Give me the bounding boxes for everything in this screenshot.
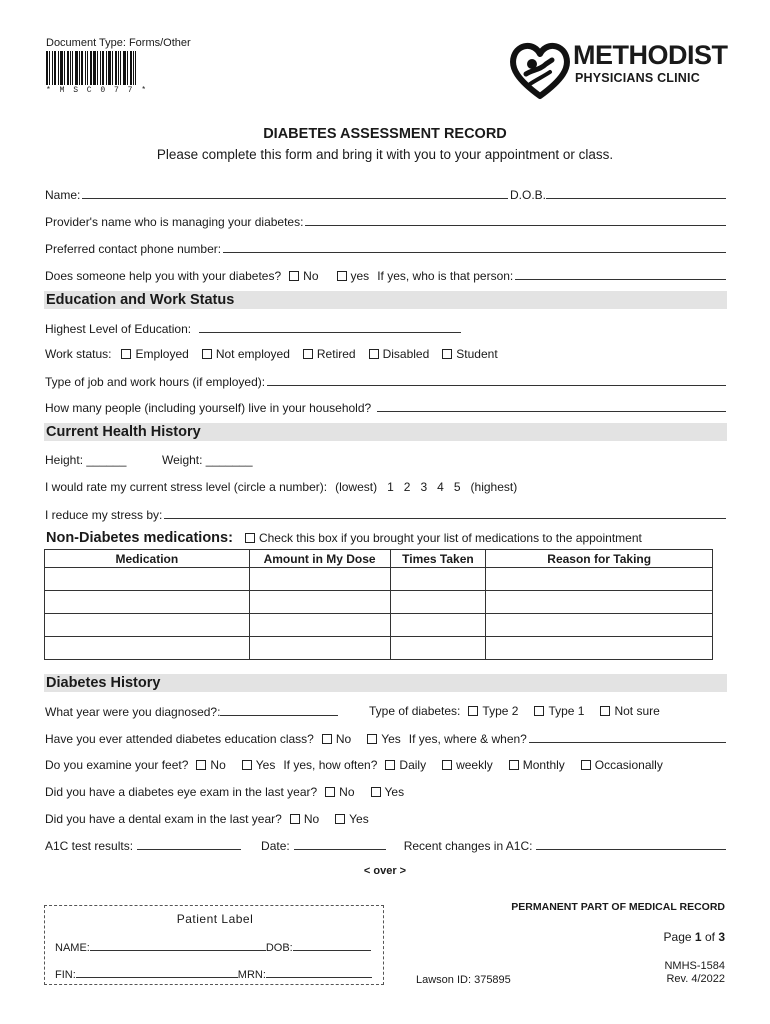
job-label: Type of job and work hours (if employed): [45,375,266,389]
type-option-not-sure[interactable] [600,704,659,718]
education-level-row [45,321,461,336]
household-row [45,400,726,415]
checkbox[interactable] [196,760,206,770]
logo-sub: PHYSICIANS CLINIC [575,71,700,85]
checkbox[interactable] [322,734,332,744]
table-cell[interactable] [249,614,390,637]
education-where-label: If yes, where & when? [408,732,527,746]
stress-option-3[interactable]: 3 [420,480,428,494]
option-label: Type 2 [482,704,519,718]
checkbox[interactable] [245,533,255,543]
form-subtitle: Please complete this form and bring it with you to your appointment or class. [156,147,614,162]
form-revision: Rev. 4/2022 [666,973,725,985]
permanent-record-note: PERMANENT PART OF MEDICAL RECORD [511,901,725,913]
option-label: Not employed [215,347,290,361]
eye-exam-yes[interactable] [371,785,405,799]
weight-label[interactable]: Weight: _______ [162,453,253,467]
table-cell[interactable] [45,591,250,614]
section-education: Education and Work Status [44,291,727,309]
checkbox[interactable] [385,760,395,770]
type-row [369,704,660,718]
option-label: Retired [316,347,356,361]
checkbox[interactable] [367,734,377,744]
table-cell[interactable] [45,637,250,660]
checkbox[interactable] [290,814,300,824]
work-option-student[interactable] [442,347,497,361]
medications-check-option[interactable] [245,531,642,545]
table-row [45,614,713,637]
table-cell[interactable] [486,568,713,591]
reduce-stress-label: I reduce my stress by: [45,508,163,522]
help-no-option[interactable] [289,269,318,283]
a1c-date-label: Date: [261,839,290,853]
a1c-input[interactable] [137,838,241,850]
education-class-yes[interactable] [367,732,401,746]
education-where-input[interactable] [529,731,726,743]
reduce-stress-row [45,507,726,522]
table-header-row [45,550,713,568]
section-medications [44,529,642,547]
patient-dob-label: DOB: [265,942,293,954]
work-option-retired[interactable] [303,347,356,361]
help-who-input[interactable] [515,268,726,280]
dental-exam-row [45,812,369,826]
a1c-label: A1C test results: [45,839,134,853]
patient-fin-label: FIN: [55,969,76,981]
help-yes-label: yes [350,269,370,283]
help-no-label: No [303,269,319,283]
form-number: NMHS-1584 [664,960,725,972]
checkbox[interactable] [369,349,379,359]
document-type: Document Type: Forms/Other [46,37,191,49]
name-row [45,187,726,202]
table-cell[interactable] [486,591,713,614]
stress-low-label: (lowest) [335,480,378,494]
table-cell[interactable] [486,614,713,637]
work-option-disabled[interactable] [369,347,430,361]
feet-option-occasionally[interactable] [581,758,663,772]
eye-exam-label: Did you have a diabetes eye exam in the last year? [45,785,318,799]
option-label: Employed [135,347,189,361]
work-option-not-employed[interactable] [202,347,290,361]
dental-exam-label: Did you have a dental exam in the last year? [45,812,282,826]
eye-exam-row [45,785,404,799]
a1c-date-input[interactable] [294,838,386,850]
option-label: Disabled [382,347,430,361]
patient-name-row [55,939,371,955]
logo-name: METHODIST [573,40,728,70]
patient-mrn-input[interactable] [266,966,372,978]
height-label[interactable]: Height: ______ [45,453,127,467]
dob-input[interactable] [546,187,726,199]
table-cell[interactable] [249,637,390,660]
dob-label: D.O.B. [509,188,546,202]
option-label: Yes [384,785,405,799]
page-total: 3 [718,930,725,944]
help-yes-option[interactable] [337,269,370,283]
type-label: Type of diabetes: [369,704,461,718]
diagnosed-row [45,704,338,719]
table-row [45,591,713,614]
feet-option-monthly[interactable] [509,758,565,772]
diagnosed-input[interactable] [220,704,338,716]
stress-option-2[interactable]: 2 [403,480,411,494]
name-input[interactable] [82,187,508,199]
option-label: Student [456,347,498,361]
stress-label: I would rate my current stress level (circle a number): [45,480,328,494]
table-cell[interactable] [390,568,486,591]
phone-input[interactable] [223,241,726,253]
type-option-2[interactable] [468,704,518,718]
stress-high-label: (highest) [470,480,518,494]
patient-label-title: Patient Label [176,912,254,926]
checkbox[interactable] [242,760,252,770]
option-label: Yes [255,758,276,772]
a1c-row [45,838,726,853]
a1c-recent-label: Recent changes in A1C: [403,839,533,853]
work-status-row [45,347,498,361]
patient-fin-row [55,966,372,982]
checkbox[interactable] [442,349,452,359]
education-class-label: Have you ever attended diabetes education class? [45,732,314,746]
phone-row [45,241,726,256]
table-row [45,568,713,591]
job-input[interactable] [267,374,726,386]
checkbox[interactable] [335,814,345,824]
page-current: 1 [694,930,702,944]
patient-name-input[interactable] [90,939,266,951]
table-cell[interactable] [249,568,390,591]
table-cell[interactable] [390,614,486,637]
help-row [45,268,726,283]
table-cell[interactable] [45,568,250,591]
reduce-stress-input[interactable] [164,507,726,519]
column-header: Medication [45,550,250,568]
checkbox[interactable] [371,787,381,797]
patient-dob-input[interactable] [293,939,371,951]
feet-no[interactable] [196,758,225,772]
education-class-no[interactable] [322,732,351,746]
education-level-input[interactable] [199,321,461,333]
medications-table [44,549,713,660]
dental-exam-yes[interactable] [335,812,369,826]
diagnosed-label: What year were you diagnosed?: [45,705,221,719]
work-status-label: Work status: [45,347,112,361]
household-label: How many people (including yourself) live in your household? [45,401,372,415]
over-indicator: < over > [363,865,407,877]
table-cell[interactable] [390,591,486,614]
checkbox[interactable] [600,706,610,716]
option-label: Yes [349,812,369,826]
checkbox[interactable] [121,349,131,359]
option-label: No [210,758,226,772]
feet-often-label: If yes, how often? [283,758,378,772]
checkbox[interactable] [325,787,335,797]
option-label: Type 1 [548,704,585,718]
option-label: Occasionally [594,758,663,772]
checkbox[interactable] [289,271,299,281]
help-label: Does someone help you with your diabetes? [45,269,282,283]
a1c-recent-input[interactable] [536,838,726,850]
feet-option-weekly[interactable] [442,758,493,772]
checkbox[interactable] [509,760,519,770]
patient-fin-input[interactable] [76,966,238,978]
stress-row [45,480,517,494]
option-label: Not sure [614,704,660,718]
stress-option-4[interactable]: 4 [437,480,444,494]
checkbox[interactable] [534,706,544,716]
medications-check-label: Check this box if you brought your list of medications to the appointment [258,531,642,545]
column-header: Times Taken [390,550,486,568]
page-prefix: Page [663,930,692,944]
eye-exam-no[interactable] [325,785,354,799]
lawson-id: Lawson ID: 375895 [416,974,511,986]
patient-mrn-label: MRN: [237,969,266,981]
checkbox[interactable] [303,349,313,359]
phone-label: Preferred contact phone number: [45,242,222,256]
option-label: No [339,785,355,799]
table-row [45,637,713,660]
option-label: No [335,732,352,746]
checkbox[interactable] [581,760,591,770]
option-label: Monthly [522,758,565,772]
work-option-employed[interactable] [121,347,188,361]
type-option-1[interactable] [534,704,584,718]
provider-label: Provider's name who is managing your diabetes: [45,215,304,229]
checkbox[interactable] [442,760,452,770]
dental-exam-no[interactable] [290,812,319,826]
feet-option-daily[interactable] [385,758,426,772]
feet-row [45,758,663,772]
job-row [45,374,726,389]
form-title: DIABETES ASSESSMENT RECORD [263,126,507,142]
provider-row [45,214,726,229]
page-indicator [664,930,725,944]
patient-name-label: NAME: [55,942,90,954]
stress-option-5[interactable]: 5 [453,480,461,494]
household-input[interactable] [377,400,726,412]
checkbox[interactable] [468,706,478,716]
barcode [46,51,136,85]
table-cell[interactable] [486,637,713,660]
option-label: No [303,812,320,826]
table-cell[interactable] [249,591,390,614]
checkbox[interactable] [337,271,347,281]
column-header: Amount in My Dose [249,550,390,568]
heart-logo-icon [508,40,572,100]
education-level-label: Highest Level of Education: [45,322,192,336]
table-cell[interactable] [390,637,486,660]
section-health: Current Health History [44,423,727,441]
table-cell[interactable] [45,614,250,637]
barcode-text: * M S C 0 7 7 * [46,86,149,95]
stress-option-1[interactable]: 1 [387,480,394,494]
feet-label: Do you examine your feet? [45,758,189,772]
option-label: Yes [381,732,401,746]
option-label: Daily [399,758,427,772]
feet-yes[interactable] [242,758,276,772]
provider-input[interactable] [305,214,726,226]
medications-heading: Non-Diabetes medications: [46,530,233,546]
column-header: Reason for Taking [486,550,713,568]
checkbox[interactable] [202,349,212,359]
name-label: Name: [45,188,81,202]
education-class-row [45,731,726,746]
help-who-label: If yes, who is that person: [377,269,514,283]
option-label: weekly [456,758,493,772]
patient-label-box [44,905,384,985]
page-of: of [704,930,715,944]
section-diabetes: Diabetes History [44,674,727,692]
